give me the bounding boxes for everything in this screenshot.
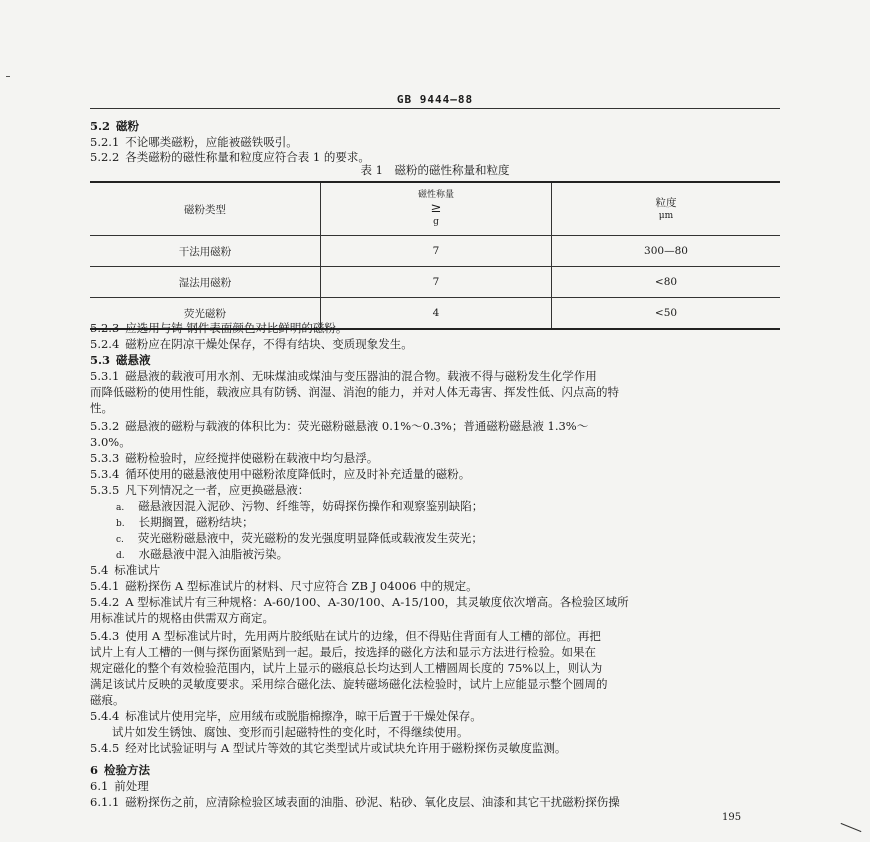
section-5-3-5: 5.3.5 凡下列情况之一者，应更换磁悬液： <box>90 483 310 497</box>
section-5-4-4-line1: 5.4.4 标准试片使用完毕，应用绒布或脱脂棉擦净，晾干后置于干燥处保存。 <box>90 709 482 723</box>
scan-mark <box>6 76 10 77</box>
section-5-4-3-line1: 5.4.3 使用 A 型标准试片时，先用两片胶纸贴在试片的边缘，但不得贴住背面有人工槽的部位。再把 <box>90 629 601 643</box>
table-row: 湿法用磁粉 7 <80 <box>90 267 780 298</box>
section-5-4-3-line3: 规定磁化的整个有效检验范围内，试片上显示的磁痕总长均达到人工槽圆周长度的 75%以上，则认为 <box>90 661 603 675</box>
section-5-3-1-line3: 性。 <box>90 401 113 415</box>
section-5-4-1: 5.4.1 磁粉探伤 A 型标准试片的材料、尺寸应符合 ZB J 04006 中的规定。 <box>90 579 478 593</box>
section-5-2-3: 5.2.3 应选用与铸 钢件表面颜色对比鲜明的磁粉。 <box>90 321 348 335</box>
section-5-2-4: 5.2.4 磁粉应在阴凉干燥处保存，不得有结块、变质现象发生。 <box>90 337 413 351</box>
section-5-4: 5.4 标准试片 <box>90 563 161 577</box>
col-mag-header: 磁性称量 ≥ g <box>321 182 552 236</box>
table-row: 荧光磁粉 4 <50 <box>90 298 780 330</box>
section-6-1: 6.1 前处理 <box>90 779 149 793</box>
section-5-4-3-line4: 满足该试片反映的灵敏度要求。采用综合磁化法、旋转磁场磁化法检验时，试片上应能显示整个圆周的 <box>90 677 608 691</box>
col-size-header: 粒度 μm <box>552 182 781 236</box>
section-5-4-5: 5.4.5 经对比试验证明与 A 型试片等效的其它类型试片或试块允许用于磁粉探伤灵敏度监测。 <box>90 741 567 755</box>
section-5-3-3: 5.3.3 磁粉检验时，应经搅拌使磁粉在载液中均匀悬浮。 <box>90 451 379 465</box>
section-5-4-3-line2: 试片上有人工槽的一侧与探伤面紧贴到一起。最后，按选择的磁化方法和显示方法进行检验。如果在 <box>90 645 596 659</box>
table-caption: 表 1 磁粉的磁性称量和粒度 <box>360 163 510 177</box>
section-5-4-2-line2: 用标准试片的规格由供需双方商定。 <box>90 611 274 625</box>
section-5-2-2: 5.2.2 各类磁粉的磁性称量和粒度应符合表 1 的要求。 <box>90 150 370 164</box>
col-type-header: 磁粉类型 <box>90 182 321 236</box>
list-item: a. 磁悬液因混入泥砂、污物、纤维等，妨碍探伤操作和观察鉴别缺陷； <box>116 499 484 513</box>
list-item: b. 长期搁置，磁粉结块； <box>116 515 254 529</box>
section-6: 6 检验方法 <box>90 763 151 777</box>
page-header: GB 9444—88 <box>396 93 474 106</box>
section-5-4-4-line2: 试片如发生锈蚀、腐蚀、变形而引起磁特性的变化时，不得继续使用。 <box>112 725 469 739</box>
section-5-3-1-line1: 5.3.1 磁悬液的载液可用水剂、无味煤油或煤油与变压器油的混合物。载液不得与磁粉发生化学作用 <box>90 369 597 383</box>
section-5-4-2-line1: 5.4.2 A 型标准试片有三种规格：A-60/100、A-30/100、A-15/100，其灵敏度依次增高。各检验区域所 <box>90 595 629 609</box>
scan-mark <box>841 823 862 832</box>
section-5-3: 5.3 磁悬液 <box>90 353 151 367</box>
list-item: c. 荧光磁粉磁悬液中，荧光磁粉的发光强度明显降低或载液发生荧光； <box>116 531 483 545</box>
section-5-3-2-line2: 3.0%。 <box>90 435 131 449</box>
magnetic-powder-table <box>90 181 780 330</box>
section-5-3-4: 5.3.4 循环使用的磁悬液使用中磁粉浓度降低时，应及时补充适量的磁粉。 <box>90 467 471 481</box>
header-rule <box>90 108 780 109</box>
section-5-2: 5.2 磁粉 <box>90 119 140 133</box>
section-5-3-2-line1: 5.3.2 磁悬液的磁粉与载液的体积比为：荧光磁粉磁悬液 0.1%～0.3%；普通磁粉磁悬液 1.3%～ <box>90 419 589 433</box>
section-5-2-1: 5.2.1 不论哪类磁粉，应能被磁铁吸引。 <box>90 135 298 149</box>
table-row: 干法用磁粉 7 300—80 <box>90 236 780 267</box>
page-number: 195 <box>722 812 742 823</box>
list-item: d. 水磁悬液中混入油脂被污染。 <box>116 547 289 561</box>
section-5-3-1-line2: 而降低磁粉的使用性能，载液应具有防锈、润湿、消泡的能力，并对人体无毒害、挥发性低、闪点高的特 <box>90 385 619 399</box>
section-5-4-3-line5: 磁痕。 <box>90 693 125 707</box>
section-6-1-1: 6.1.1 磁粉探伤之前，应清除检验区域表面的油脂、砂泥、粘砂、氧化皮层、油漆和其它干扰磁粉探伤操 <box>90 795 620 809</box>
